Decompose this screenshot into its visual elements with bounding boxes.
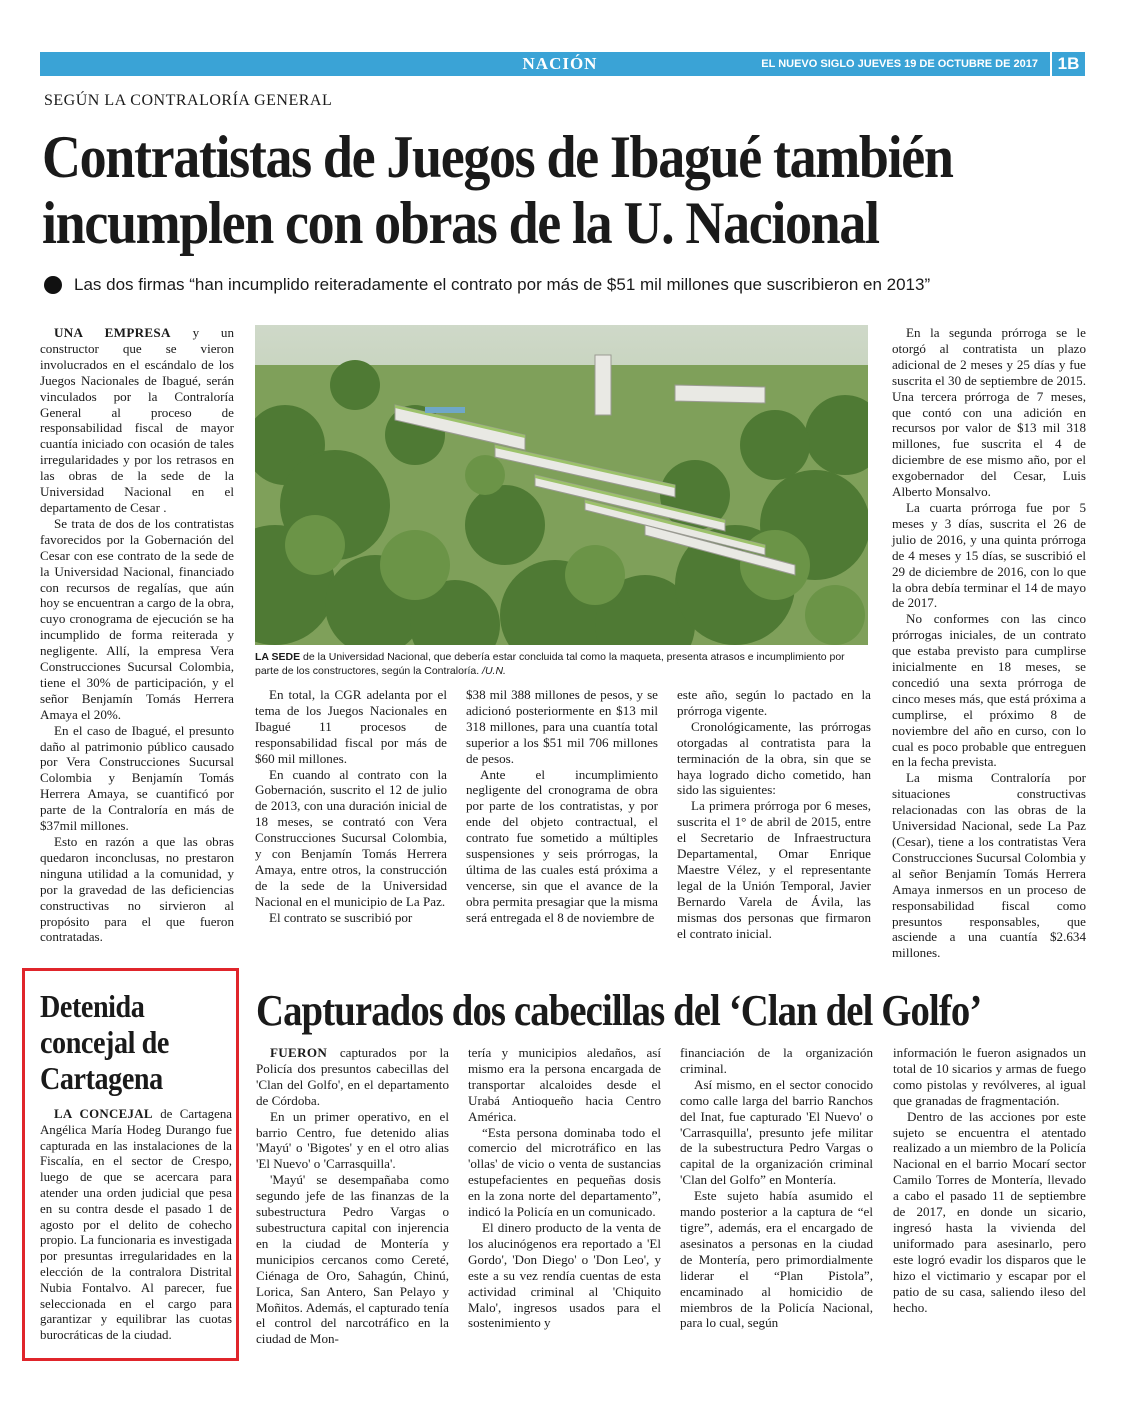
bullet-icon (44, 276, 62, 294)
main-col1-p4: Esto en razón a que las obras quedaron inconclusas, no prestaron ninguna utilidad a la comunidad, y por la gravedad de las deficiencias constructivas no sirvieron al propósito para el que fueron contratadas. (40, 834, 234, 945)
box-text: de Cartagena Angélica María Hodeg Durango fue capturada en las instalaciones de la Fiscalía, en el sector de Crespo, luego de que se acercara para atender una orden judicial que pesa en su contra desde el pasado 1 de agosto por el delito de cohecho propio. La funcionaria es investigada por presuntas irregularidades en la elección de la contralora Distrital Nubia Fontalvo. Al parecer, fue seleccionada en el cargo para garantizar y equilibrar las cuotas burocráticas de la ciudad. (40, 1107, 232, 1343)
dateline: EL NUEVO SIGLO JUEVES 19 DE OCTUBRE DE 2017 (761, 58, 1038, 70)
main-col2-p3: El contrato se suscribió por (269, 909, 413, 925)
main-col3-p2: Ante el incumplimiento negligente del cronograma de obra por parte de los contratistas, y por ende del objeto contractual, el contrato fue sometido a múltiples suspensiones y seis prórrogas, la última de las cuales está próxima a vencerse, sin que el avance de la obra permita presagiar que la misma será entregada el 8 de noviembre de (466, 766, 658, 925)
second-col-1 (256, 1045, 449, 1347)
campus-photo (255, 325, 868, 645)
second-col2-p1: tería y municipios aledaños, así mismo era la persona encargada de transportar alcaloides desde el Urabá Antioqueño hacia Centro América. (468, 1045, 661, 1124)
second-col4-p1: información le fueron asignados un total de 10 sicarios y armas de fuego como pistolas y revólveres, al igual que granadas de fragmentación. (893, 1045, 1086, 1108)
box-body (40, 1107, 232, 1344)
second-col3-p1: financiación de la organización criminal. (680, 1045, 873, 1076)
main-col1-p1: y un constructor que se vieron involucrados en el escándalo de los Juegos Nacionales de Ibagué, serán vinculados por la Contraloría General al proceso de responsabilidad fiscal de mayor cuantía iniciado con ocasión de tales irregularidades y por los retrasos en las obras de la sede de la Universidad Nacional en el departamento de Cesar . (40, 325, 234, 515)
second-lead: FUERON (270, 1045, 328, 1060)
page-number: 1B (1050, 52, 1085, 76)
main-col5-p2: La cuarta prórroga fue por 5 meses y 3 días, suscrita el 26 de julio de 2016, y una quinta prórroga de 4 meses y 15 días, se suscribió el 29 de diciembre de 2016, con lo que la obra debía terminar el 14 de mayo de 2017. (892, 499, 1086, 611)
main-col1-p3: En el caso de Ibagué, el presunto daño al patrimonio público causado por Vera Construcciones Sucursal Colombia y Benjamín Tomás Herrera Amaya, se cuantificó por parte de la Contraloría en más de $37mil millones. (40, 722, 234, 834)
main-col-2 (255, 687, 447, 926)
main-col4-p3: La primera prórroga por 6 meses, suscrita el 1° de abril de 2015, entre el Secretario de Infraestructura Departamental, Omar Enrique Maestre Vélez, y el representante legal de la Unión Temporal, Javier Bernardo Varela de Ávila, las mismas dos personas que firmaron el contrato inicial. (677, 798, 871, 941)
main-col5-p4: La misma Contraloría por situaciones constructivas relacionadas con las obras de la Universidad Nacional, sede La Paz (Cesar), tiene a los contratistas Vera Construcciones Sucursal Colombia y al señor Benjamín Tomás Herrera Amaya inmersos en un proceso de responsabilidad fiscal como presuntos responsables, que asciende a una cuantía $2.634 millones. (892, 770, 1086, 961)
second-col3-p3: Este sujeto había asumido el mando posterior a la captura de “el tigre”, además, era el encargado de asesinatos a personas en la ciudad de Montería, pero primordialmente liderar el “Plan Pistola”, encaminado al homicidio de miembros de la Policía Nacional, para lo cual, según (680, 1188, 873, 1331)
second-headline: Capturados dos cabecillas del ‘Clan del Golfo’ (256, 986, 982, 1035)
second-col1-p1: capturados por la Policía dos presuntos cabecillas del 'Clan del Golfo', en el departamento de Córdoba. (256, 1045, 449, 1108)
main-headline (42, 124, 987, 256)
main-col-4 (677, 687, 871, 942)
main-col1-p2: Se trata de dos de los contratistas favorecidos por la Gobernación del Cesar con ese contrato de la sede de la Universidad Nacional, financiado con recursos de regalías, que aún hoy se encuentran a cargo de la obra, cuyo cronograma de ejecución se ha incumplido de forma reiterada y negligente. Allí, la empresa Vera Construcciones Sucursal Colombia, tiene el 30% de participación, y el señor Benjamín Tomás Herrera Amaya el 20%. (40, 515, 234, 722)
main-col2-p2: En cuando al contrato con la Gobernación, suscrito el 12 de julio de 2013, con una duración inicial de 18 meses, se contrató con Vera Construcciones Sucursal Colombia, y con Benjamín Tomás Herrera Amaya, entre otros, la construcción de la sede de la Universidad Nacional en el municipio de La Paz. (255, 766, 447, 909)
second-col-2 (468, 1045, 661, 1331)
main-col4-p2: Cronológicamente, las prórrogas otorgadas al contratista para la terminación de la obra, sin que se haya logrado dicho cometido, han sido las siguientes: (677, 718, 871, 798)
second-col1-p2: En un primer operativo, en el barrio Centro, fue detenido alias 'Mayú' o 'Bigotes' y en el otro alias 'El Nuevo' o 'Carrasquilla'. (256, 1108, 449, 1172)
main-col-5 (892, 325, 1086, 961)
photo-caption (255, 650, 868, 678)
main-col-1 (40, 325, 234, 945)
main-col3-p1: $38 mil 388 millones de pesos, y se adicionó posteriormente en $13 mil 318 millones, para una cuantía total superior a los $51 mil 706 millones de pesos. (466, 687, 658, 766)
caption-lead: LA SEDE (255, 651, 301, 663)
second-col2-p3: El dinero producto de la venta de los alucinógenos era reportado a 'El Gordo', 'Don Diego' o 'Don Leo', y este a su vez rendía cuentas de esta actividad criminal al 'Chiquito Malo', ingresos usados para el sostenimiento y (468, 1219, 661, 1331)
caption-text: de la Universidad Nacional, que debería estar concluida tal como la maqueta, presenta atrasos e incumplimiento por parte de los constructores, según la Contraloría. (255, 651, 845, 677)
kicker: SEGÚN LA CONTRALORÍA GENERAL (44, 92, 333, 109)
main-headline-line1: Contratistas de Juegos de Ibagué también (42, 124, 953, 190)
subtitle: Las dos firmas “han incumplido reiteradamente el contrato por más de $51 mil millones que suscribieron en 2013” (74, 275, 931, 294)
campus-rendering-image (255, 325, 868, 645)
second-col1-p3: 'Mayú' se desempañaba como segundo jefe de las finanzas de la subestructura Pedro Vargas o subestructura capital con injerencia en la ciudad de Montería y municipios cercanos como Cereté, Ciénaga de Oro, Sahagún, Chinú, Lorica, San Antero, San Pelayo y Moñitos. Además, el capturado tenía el control del narcotráfico en la ciudad de Mon- (256, 1172, 449, 1347)
box-lead: LA CONCEJAL (54, 1107, 153, 1121)
main-col4-p1: este año, según lo pactado en la prórroga vigente. (677, 687, 871, 718)
box-headline: Detenida concejal de Cartagena (40, 988, 169, 1096)
main-col5-p1: En la segunda prórroga se le otorgó al contratista un plazo adicional de 2 meses y 25 días y fue suscrita el 30 de septiembre de 2015. Una tercera prórroga de 7 meses, que contó con una adición en recursos por valor de $13 mil 318 millones, fue suscrita el 4 de diciembre de ese mismo año, por el exgobernador del Cesar, Luis Alberto Monsalvo. (892, 325, 1086, 500)
main-headline-line2: incumplen con obras de la U. Nacional (42, 190, 879, 256)
main-col2-p1: En total, la CGR adelanta por el tema de los Juegos Nacionales en Ibagué 11 procesos de responsabilidad fiscal por más de $60 mil millones. (255, 687, 447, 766)
photo-credit: /U.N. (482, 665, 506, 677)
second-col-4 (893, 1045, 1086, 1315)
second-col3-p2: Así mismo, en el sector conocido como calle larga del barrio Ranchos del Inat, fue capturado 'El Nuevo' o 'Carrasquilla', presunto jefe militar de la subestructura Pedro Vargas o capital de la organización criminal 'Clan del Golfo” en Montería. (680, 1076, 873, 1188)
second-col-3 (680, 1045, 873, 1331)
main-col5-p3: No conformes con las cinco prórrogas iniciales, de un contrato que estaba previsto para cumplirse inicialmente en 18 meses, se concedió una sexta prórroga de cinco meses más, que está próxima a cumplirse, el próximo 8 de noviembre del año en curso, con lo cual es poco probable que entreguen en la fecha prevista. (892, 611, 1086, 770)
second-col4-p2: Dentro de las acciones por este sujeto se encuentra el atentado realizado a un miembro de la Policía Nacional en el barrio Mocarí sector Camilo Torres de Montería, llevado a cabo el pasado 11 de septiembre de 2017, en donde un sicario, ingresó hasta la vivienda del uniformado para asesinarlo, pero este logró evadir los disparos que le hizo el victimario y escapar por el patio de su casa, saliendo ileso del hecho. (893, 1108, 1086, 1315)
main-lead: UNA EMPRESA (54, 325, 171, 340)
second-col2-p2: “Esta persona dominaba todo el comercio del microtráfico en las 'ollas' de vicio o venta de sustancias estupefacientes en pequeñas dosis en la zona norte del departamento”, indicó la Policía en un comunicado. (468, 1124, 661, 1220)
main-col-3 (466, 687, 658, 926)
section-label: NACIÓN (522, 54, 598, 73)
